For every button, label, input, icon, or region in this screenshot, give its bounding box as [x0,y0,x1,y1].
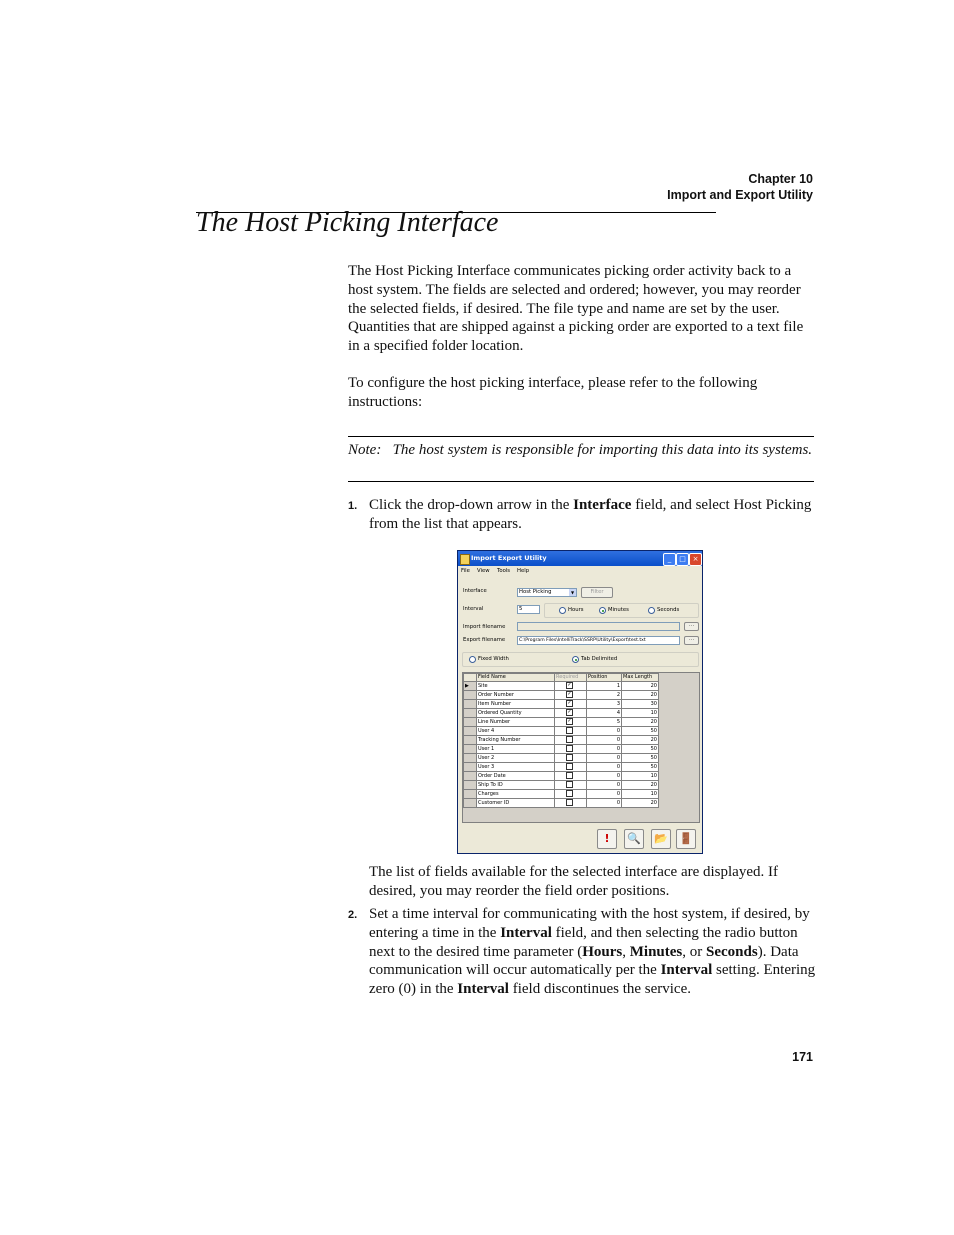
export-filename-label: Export filename [463,637,506,643]
max-length-cell[interactable]: 50 [622,754,659,763]
radio-minutes-label: Minutes [608,607,629,613]
radio-seconds[interactable] [648,607,655,614]
close-icon[interactable]: × [689,553,702,566]
step-2-text-1: Set a time interval for communicating with the host system, if desired, by entering a time in the [369,906,810,941]
position-cell[interactable]: 0 [587,754,622,763]
field-name-cell[interactable]: Order Number [477,691,555,700]
menu-file[interactable]: File [461,568,470,574]
checked-checkbox[interactable]: ✓ [567,691,572,698]
step-2-text [369,905,817,999]
table-row[interactable] [464,763,659,772]
chapter-number: Chapter 10 [748,172,813,186]
field-name-cell[interactable]: Customer ID [477,799,555,808]
position-cell[interactable]: 0 [587,736,622,745]
step-2-text-4: , or [682,943,707,960]
interface-label: Interface [463,588,487,594]
step-2-number: 2. [348,909,358,921]
step-2-text-5: ). Data communication will occur automatically per the [369,943,799,979]
table-row[interactable] [464,754,659,763]
field-name-cell[interactable]: Ordered Quantity [477,709,555,718]
max-length-cell[interactable]: 50 [622,745,659,754]
position-cell[interactable]: 0 [587,772,622,781]
radio-fixed-width-label: Fixed Width [478,656,509,662]
step-1-text [369,496,817,534]
field-name-cell[interactable]: User 4 [477,727,555,736]
row-selector[interactable] [464,781,477,790]
field-name-cell[interactable]: Charges [477,790,555,799]
field-name-cell[interactable]: Tracking Number [477,736,555,745]
window-title: Import Export Utility [471,554,547,562]
note-top-rule [348,436,814,437]
position-cell[interactable]: 0 [587,763,622,772]
field-name-cell[interactable]: User 2 [477,754,555,763]
radio-tab-delimited[interactable] [572,656,579,663]
step-2-bold-minutes: Minutes [629,943,683,960]
interval-input[interactable]: 5 [517,605,540,614]
row-selector[interactable] [464,700,477,709]
grid-header-row [464,674,659,682]
chapter-header [667,171,813,203]
unchecked-checkbox[interactable] [566,745,573,752]
required-cell [555,718,587,727]
row-selector-arrow-icon[interactable]: ▶ [464,682,477,691]
note-label: Note: [348,442,382,458]
row-selector[interactable] [464,799,477,808]
required-cell [555,772,587,781]
required-cell [555,799,587,808]
note-text: The host system is responsible for importing this data into its systems. [392,442,813,458]
step-2-text-2: field, and then selecting the radio button next to the desired time parameter ( [369,924,798,960]
export-filename-input[interactable]: C:\Program Files\IntelliTrack\SSRP\Utility\Export\test.txt [517,636,680,645]
step-2-text-6: setting. Entering zero (0) in the [369,962,816,998]
step-2-text-7: field discontinues the service. [508,981,691,998]
max-length-cell[interactable]: 10 [622,772,659,781]
window-titlebar [458,551,702,566]
max-length-cell[interactable]: 20 [622,682,659,691]
menu-bar [458,567,702,576]
position-cell[interactable]: 0 [587,799,622,808]
import-browse-button[interactable]: … [684,622,699,631]
radio-fixed-width[interactable] [469,656,476,663]
max-length-cell[interactable]: 30 [622,700,659,709]
table-row[interactable] [464,736,659,745]
step-2-bold-seconds: Seconds [706,943,758,960]
open-folder-icon[interactable]: 📂 [651,829,671,849]
step-1-text-a: Click the drop-down arrow in the [369,497,574,513]
max-length-cell[interactable]: 20 [622,718,659,727]
checked-checkbox[interactable]: ✓ [567,718,572,725]
row-selector[interactable] [464,745,477,754]
interface-value: Host Picking [519,589,552,595]
maximize-icon[interactable]: □ [676,553,689,566]
unchecked-checkbox[interactable] [566,799,573,806]
table-row[interactable] [464,682,659,691]
unchecked-checkbox[interactable] [566,790,573,797]
table-row[interactable] [464,745,659,754]
required-cell [555,745,587,754]
column-header-position[interactable]: Position [587,674,622,682]
required-cell [555,709,587,718]
radio-seconds-label: Seconds [657,607,680,613]
table-row[interactable] [464,709,659,718]
max-length-cell[interactable]: 50 [622,727,659,736]
max-length-cell[interactable]: 50 [622,763,659,772]
field-name-cell[interactable]: Ship To ID [477,781,555,790]
position-cell[interactable]: 0 [587,745,622,754]
fields-table [463,673,659,808]
max-length-cell[interactable]: 20 [622,736,659,745]
max-length-cell[interactable]: 20 [622,799,659,808]
table-row[interactable] [464,799,659,808]
field-name-cell[interactable]: User 3 [477,763,555,772]
instructions-paragraph: To configure the host picking interface, please refer to the following instructions: [348,375,758,410]
unchecked-checkbox[interactable] [566,772,573,779]
app-icon [460,554,470,565]
interface-dropdown[interactable] [517,588,577,597]
checked-checkbox[interactable]: ✓ [567,700,572,707]
file-format-group [462,652,699,667]
required-cell [555,781,587,790]
field-name-cell[interactable]: Item Number [477,700,555,709]
table-row[interactable] [464,691,659,700]
field-name-cell[interactable]: Site [477,682,555,691]
menu-help[interactable]: Help [517,568,530,574]
step-1-result-text: The list of fields available for the selected interface are displayed. If desired, you may reorder the field order positions. [369,864,778,899]
minimize-icon[interactable]: _ [663,553,676,566]
import-export-window [457,550,703,854]
row-selector[interactable] [464,691,477,700]
page-number: 171 [792,1050,813,1064]
exit-door-icon[interactable]: 🚪 [676,829,696,849]
step-2-bold-hours: Hours [582,943,623,960]
unchecked-checkbox[interactable] [566,763,573,770]
table-row[interactable] [464,718,659,727]
row-selector[interactable] [464,772,477,781]
required-cell [555,754,587,763]
max-length-cell[interactable]: 10 [622,790,659,799]
column-header-max-length[interactable]: Max Length [622,674,659,682]
checked-checkbox[interactable]: ✓ [567,682,572,689]
required-cell [555,727,587,736]
required-cell [555,682,587,691]
exclamation-icon[interactable]: ! [597,829,617,849]
unchecked-checkbox[interactable] [566,781,573,788]
table-row[interactable] [464,781,659,790]
required-cell [555,790,587,799]
field-name-cell[interactable]: Line Number [477,718,555,727]
required-cell [555,763,587,772]
step-2-bold-interval: Interval [500,924,552,941]
row-selector[interactable] [464,790,477,799]
row-selector[interactable] [464,763,477,772]
column-header-required[interactable]: Required [555,674,587,682]
step-1-number: 1. [348,500,358,512]
import-filename-input[interactable] [517,622,680,631]
note [348,441,816,460]
radio-tab-delimited-label: Tab Delimited [581,656,618,662]
max-length-cell[interactable]: 10 [622,709,659,718]
position-cell[interactable]: 5 [587,718,622,727]
max-length-cell[interactable]: 20 [622,691,659,700]
unchecked-checkbox[interactable] [566,754,573,761]
table-row[interactable] [464,772,659,781]
step-1-text-b: field, and select Host Picking from the list that appears. [369,497,812,532]
table-row[interactable] [464,700,659,709]
position-cell[interactable]: 2 [587,691,622,700]
import-filename-label: Import filename [463,624,506,630]
step-2-text-3: , [622,943,630,960]
required-cell [555,700,587,709]
radio-minutes[interactable] [599,607,606,614]
position-cell[interactable]: 0 [587,790,622,799]
interval-unit-group [544,603,699,618]
checked-checkbox[interactable]: ✓ [567,709,572,716]
section-title: The Host Picking Interface [196,207,499,238]
interval-label: Interval [463,606,484,612]
required-cell [555,736,587,745]
intro-paragraph: The Host Picking Interface communicates picking order activity back to a host system. The fields are selected and ordered; however, you may reorder the selected fields, if desired. The file type and name are set by the user. Quantities that are shipped against a picking order are exported to a text file in a specified folder location. [348,263,804,355]
position-cell[interactable]: 0 [587,727,622,736]
row-selector[interactable] [464,709,477,718]
export-browse-button[interactable]: … [684,636,699,645]
field-name-cell[interactable]: Order Date [477,772,555,781]
menu-view[interactable]: View [477,568,490,574]
step-1-bold-interface: Interface [573,497,632,513]
row-selector[interactable] [464,736,477,745]
column-header-field-name[interactable]: Field Name [477,674,555,682]
note-bottom-rule [348,481,814,482]
preview-icon[interactable]: 🔍 [624,829,644,849]
table-row[interactable] [464,727,659,736]
row-selector[interactable] [464,754,477,763]
position-cell[interactable]: 1 [587,682,622,691]
position-cell[interactable]: 3 [587,700,622,709]
field-name-cell[interactable]: User 1 [477,745,555,754]
step-2-bold-interval-2: Interval [660,962,713,979]
row-selector[interactable] [464,727,477,736]
radio-hours-label: Hours [568,607,584,613]
position-cell[interactable]: 4 [587,709,622,718]
row-selector[interactable] [464,718,477,727]
unchecked-checkbox[interactable] [566,727,573,734]
filter-button[interactable]: Filter [581,587,613,598]
max-length-cell[interactable]: 20 [622,781,659,790]
fields-grid [462,672,700,823]
table-row[interactable] [464,790,659,799]
radio-hours[interactable] [559,607,566,614]
step-2-bold-interval-3: Interval [457,981,509,998]
unchecked-checkbox[interactable] [566,736,573,743]
chapter-title: Import and Export Utility [667,188,813,202]
required-cell [555,691,587,700]
grid-corner [464,674,477,682]
chevron-down-icon[interactable]: ▼ [570,590,575,595]
position-cell[interactable]: 0 [587,781,622,790]
menu-tools[interactable]: Tools [497,568,511,574]
